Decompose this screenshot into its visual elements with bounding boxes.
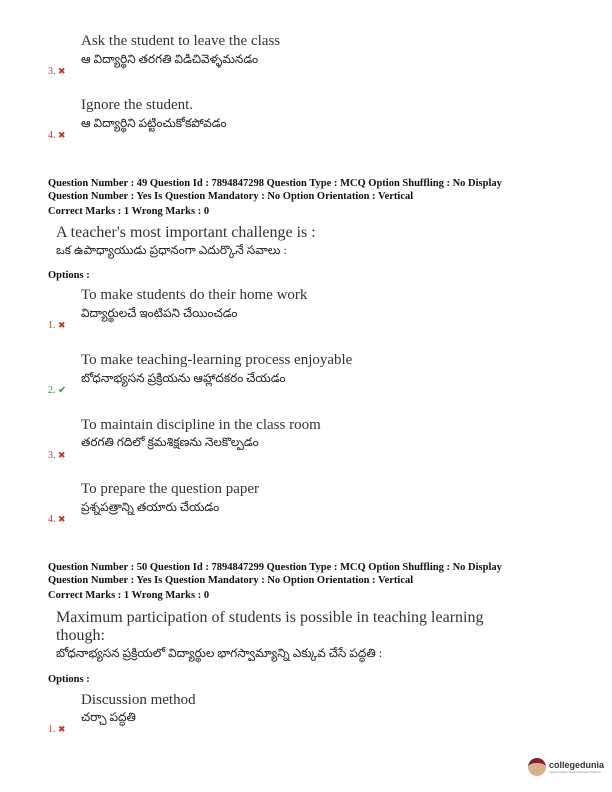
question-meta: Question Number : 49 Question Id : 7894847298 Question Type : MCQ Option Shuffling : No Display <box>48 178 502 189</box>
option-text-telugu: ఆ విద్యార్థిని తరగతి విడిచివెళ్ళమనడం <box>81 52 259 66</box>
wrong-mark-icon: ✖ <box>58 320 66 330</box>
option-text-telugu: ప్రశ్నపత్రాన్ని తయారు చేయడం <box>81 500 220 514</box>
question-text-telugu: బోధనాభ్యసన ప్రక్రియలో విద్యార్థుల భాగస్వామ్యాన్ని ఎక్కువ చేసే పద్ధతి : <box>56 646 383 660</box>
option-text-telugu: చర్చా పద్ధతి <box>81 710 136 724</box>
option-text-telugu: బోధనాభ్యసన ప్రక్రియను ఆహ్లాదకరం చేయడం <box>81 371 286 385</box>
option-text: Ignore the student. <box>81 97 194 113</box>
wrong-mark-icon: ✖ <box>58 450 66 460</box>
option-text: Discussion method <box>81 692 196 708</box>
question-meta: Question Number : Yes Is Question Mandatory : No Option Orientation : Vertical <box>48 191 414 202</box>
question-text: though: <box>56 627 105 644</box>
option-text: Ask the student to leave the class <box>81 33 281 49</box>
question-text: A teacher's most important challenge is : <box>56 224 316 241</box>
marks-info: Correct Marks : 1 Wrong Marks : 0 <box>48 590 210 601</box>
correct-check-icon: ✔ <box>58 385 67 396</box>
option-text-telugu: ఆ విద్యార్థిని పట్టించుకోకపోవడం <box>81 116 227 130</box>
question-text-telugu: ఒక ఉపాధ్యాయుడు ప్రధానంగా ఎదుర్కొనే సవాలు : <box>56 243 287 257</box>
mascot-icon <box>528 758 546 776</box>
options-label: Options : <box>48 270 90 281</box>
option-number: 1. ✖ <box>48 320 66 331</box>
option-text: To prepare the question paper <box>81 481 260 497</box>
option-text: To maintain discipline in the class room <box>81 417 321 433</box>
option-number: 3. ✖ <box>48 450 66 461</box>
wrong-mark-icon: ✖ <box>58 724 66 734</box>
question-meta: Question Number : Yes Is Question Mandatory : No Option Orientation : Vertical <box>48 575 414 586</box>
option-number: 2. ✔ <box>48 385 67 396</box>
option-number: 4. ✖ <box>48 130 66 141</box>
option-number: 1. ✖ <box>48 724 66 735</box>
option-number: 4. ✖ <box>48 514 66 525</box>
question-text: Maximum participation of students is possible in teaching learning <box>56 609 484 626</box>
option-text: To make students do their home work <box>81 287 308 303</box>
option-text-telugu: తరగతి గదిలో క్రమశిక్షణను నెలకొల్పడం <box>81 435 259 449</box>
question-meta: Question Number : 50 Question Id : 7894847299 Question Type : MCQ Option Shuffling : No Display <box>48 562 502 573</box>
wrong-mark-icon: ✖ <box>58 130 66 140</box>
marks-info: Correct Marks : 1 Wrong Marks : 0 <box>48 206 210 217</box>
option-text: To make teaching-learning process enjoyable <box>81 352 353 368</box>
options-label: Options : <box>48 674 90 685</box>
wrong-mark-icon: ✖ <box>58 66 66 76</box>
option-number: 3. ✖ <box>48 66 66 77</box>
wrong-mark-icon: ✖ <box>58 514 66 524</box>
option-text-telugu: విద్యార్థులచే ఇంటిపని చేయించడం <box>81 306 238 320</box>
collegedunia-logo: collegedunia India's largest Student Review Platform <box>528 758 604 776</box>
